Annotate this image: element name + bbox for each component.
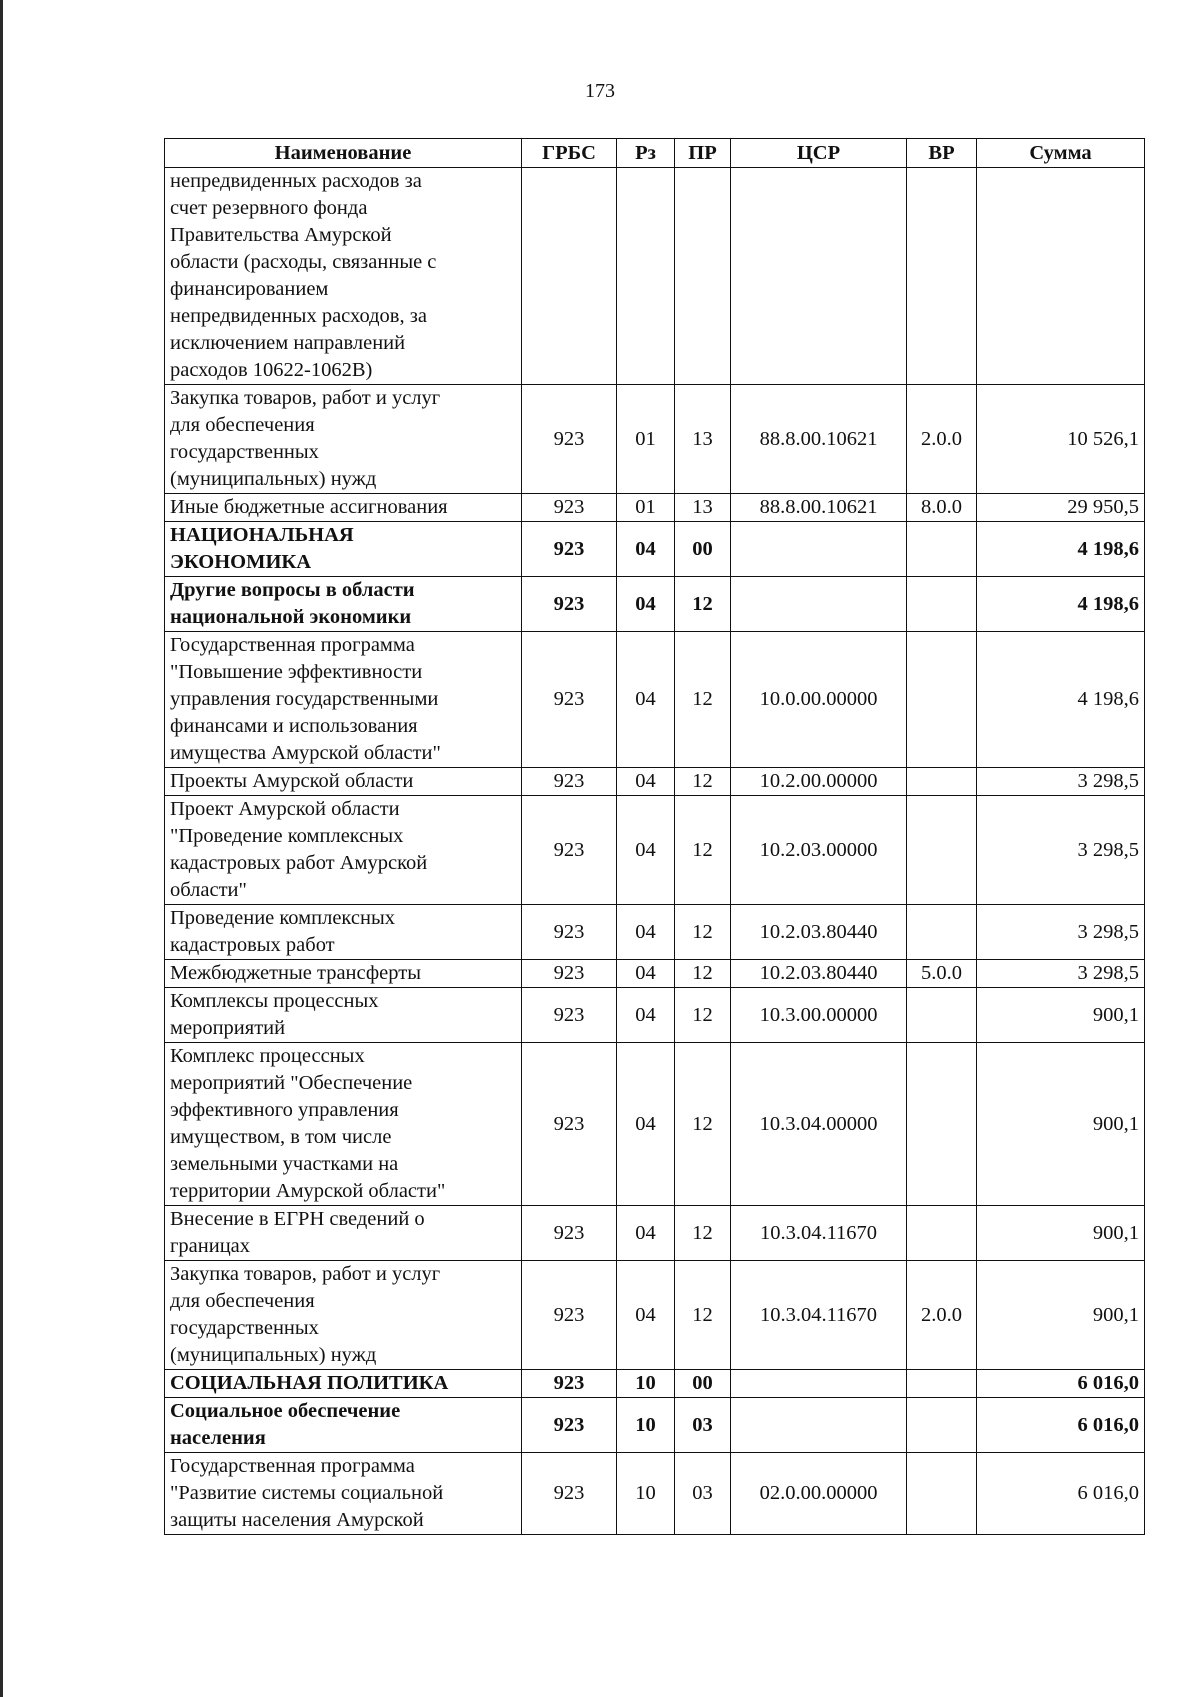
- page-number: 173: [585, 80, 615, 102]
- cell-rz: 04: [617, 522, 675, 577]
- cell-sum: 3 298,5: [977, 905, 1145, 960]
- cell-vr: [907, 1206, 977, 1261]
- cell-sum: 900,1: [977, 1261, 1145, 1370]
- cell-csr: 10.3.04.00000: [731, 1043, 907, 1206]
- cell-pr: 13: [675, 494, 731, 522]
- cell-csr: [731, 1398, 907, 1453]
- cell-pr: 12: [675, 577, 731, 632]
- cell-grbs: 923: [522, 988, 617, 1043]
- cell-grbs: 923: [522, 1206, 617, 1261]
- cell-sum: 4 198,6: [977, 522, 1145, 577]
- cell-pr: 12: [675, 1206, 731, 1261]
- cell-rz: 04: [617, 905, 675, 960]
- cell-name: непредвиденных расходов за счет резервного фонда Правительства Амурской области (расходы, связанные с финансированием непредвиденных расходов, за исключением направлений расходов 10622-1062В): [165, 168, 522, 385]
- table-row: [165, 522, 1145, 577]
- cell-csr: 10.2.03.80440: [731, 905, 907, 960]
- cell-name: Иные бюджетные ассигнования: [165, 494, 522, 522]
- cell-vr: [907, 632, 977, 768]
- table-row: [165, 577, 1145, 632]
- cell-vr: [907, 905, 977, 960]
- cell-vr: 8.0.0: [907, 494, 977, 522]
- cell-name: Комплексы процессных мероприятий: [165, 988, 522, 1043]
- cell-grbs: 923: [522, 768, 617, 796]
- budget-table: [164, 138, 1145, 1535]
- cell-sum: 3 298,5: [977, 768, 1145, 796]
- header-sum: Сумма: [977, 139, 1145, 168]
- cell-rz: [617, 168, 675, 385]
- cell-pr: 12: [675, 768, 731, 796]
- cell-csr: 88.8.00.10621: [731, 494, 907, 522]
- table-row: [165, 494, 1145, 522]
- cell-pr: [675, 168, 731, 385]
- cell-rz: 04: [617, 1206, 675, 1261]
- cell-grbs: 923: [522, 960, 617, 988]
- cell-rz: 04: [617, 632, 675, 768]
- header-vr: ВР: [907, 139, 977, 168]
- cell-vr: [907, 522, 977, 577]
- cell-pr: 03: [675, 1453, 731, 1535]
- cell-pr: 12: [675, 1261, 731, 1370]
- cell-pr: 03: [675, 1398, 731, 1453]
- cell-csr: 10.2.03.00000: [731, 796, 907, 905]
- cell-csr: [731, 168, 907, 385]
- cell-csr: 10.0.00.00000: [731, 632, 907, 768]
- cell-name: Государственная программа "Повышение эффективности управления государственными финансами и использования имущества Амурской области": [165, 632, 522, 768]
- cell-sum: [977, 168, 1145, 385]
- cell-sum: 4 198,6: [977, 577, 1145, 632]
- cell-grbs: 923: [522, 1370, 617, 1398]
- cell-grbs: 923: [522, 1261, 617, 1370]
- cell-pr: 13: [675, 385, 731, 494]
- cell-name: Межбюджетные трансферты: [165, 960, 522, 988]
- cell-vr: [907, 988, 977, 1043]
- cell-name: Комплекс процессных мероприятий "Обеспечение эффективного управления имуществом, в том числе земельными участками на территории Амурской области": [165, 1043, 522, 1206]
- cell-name: Закупка товаров, работ и услуг для обеспечения государственных (муниципальных) нужд: [165, 385, 522, 494]
- cell-vr: [907, 1453, 977, 1535]
- cell-sum: 3 298,5: [977, 960, 1145, 988]
- cell-grbs: 923: [522, 796, 617, 905]
- cell-pr: 00: [675, 522, 731, 577]
- table-row: [165, 796, 1145, 905]
- cell-rz: 01: [617, 385, 675, 494]
- cell-pr: 00: [675, 1370, 731, 1398]
- table-row: [165, 1206, 1145, 1261]
- cell-csr: 10.3.00.00000: [731, 988, 907, 1043]
- cell-name: Закупка товаров, работ и услуг для обеспечения государственных (муниципальных) нужд: [165, 1261, 522, 1370]
- cell-grbs: 923: [522, 577, 617, 632]
- cell-vr: [907, 1370, 977, 1398]
- table-header-row: [165, 139, 1145, 168]
- cell-pr: 12: [675, 632, 731, 768]
- cell-pr: 12: [675, 796, 731, 905]
- cell-sum: 29 950,5: [977, 494, 1145, 522]
- cell-sum: 3 298,5: [977, 796, 1145, 905]
- cell-rz: 10: [617, 1370, 675, 1398]
- cell-grbs: 923: [522, 385, 617, 494]
- cell-vr: [907, 1398, 977, 1453]
- cell-rz: 04: [617, 988, 675, 1043]
- cell-sum: 900,1: [977, 988, 1145, 1043]
- table-row: [165, 1261, 1145, 1370]
- table-row: [165, 1370, 1145, 1398]
- cell-vr: 2.0.0: [907, 1261, 977, 1370]
- cell-name: Государственная программа "Развитие системы социальной защиты населения Амурской: [165, 1453, 522, 1535]
- header-pr: ПР: [675, 139, 731, 168]
- cell-csr: [731, 577, 907, 632]
- table-row: [165, 1398, 1145, 1453]
- cell-csr: 88.8.00.10621: [731, 385, 907, 494]
- cell-name: Проведение комплексных кадастровых работ: [165, 905, 522, 960]
- table-row: [165, 1043, 1145, 1206]
- table-row: [165, 768, 1145, 796]
- cell-sum: 6 016,0: [977, 1398, 1145, 1453]
- cell-rz: 04: [617, 1043, 675, 1206]
- cell-csr: 10.2.00.00000: [731, 768, 907, 796]
- cell-grbs: [522, 168, 617, 385]
- cell-sum: 10 526,1: [977, 385, 1145, 494]
- cell-name: Внесение в ЕГРН сведений о границах: [165, 1206, 522, 1261]
- cell-vr: [907, 768, 977, 796]
- table-row: [165, 960, 1145, 988]
- cell-name: СОЦИАЛЬНАЯ ПОЛИТИКА: [165, 1370, 522, 1398]
- cell-csr: [731, 522, 907, 577]
- cell-sum: 900,1: [977, 1043, 1145, 1206]
- cell-vr: [907, 577, 977, 632]
- cell-grbs: 923: [522, 1398, 617, 1453]
- cell-name: Проект Амурской области "Проведение комплексных кадастровых работ Амурской области": [165, 796, 522, 905]
- table-row: [165, 1453, 1145, 1535]
- cell-rz: 04: [617, 796, 675, 905]
- cell-pr: 12: [675, 905, 731, 960]
- cell-vr: [907, 168, 977, 385]
- cell-csr: 10.3.04.11670: [731, 1261, 907, 1370]
- cell-pr: 12: [675, 1043, 731, 1206]
- cell-name: Проекты Амурской области: [165, 768, 522, 796]
- cell-rz: 01: [617, 494, 675, 522]
- cell-vr: 2.0.0: [907, 385, 977, 494]
- cell-rz: 10: [617, 1398, 675, 1453]
- table-row: [165, 632, 1145, 768]
- cell-name: НАЦИОНАЛЬНАЯ ЭКОНОМИКА: [165, 522, 522, 577]
- cell-grbs: 923: [522, 494, 617, 522]
- cell-grbs: 923: [522, 632, 617, 768]
- table-row: [165, 168, 1145, 385]
- cell-rz: 10: [617, 1453, 675, 1535]
- cell-sum: 6 016,0: [977, 1453, 1145, 1535]
- cell-csr: 10.3.04.11670: [731, 1206, 907, 1261]
- cell-vr: [907, 1043, 977, 1206]
- cell-sum: 6 016,0: [977, 1370, 1145, 1398]
- table-row: [165, 988, 1145, 1043]
- cell-rz: 04: [617, 768, 675, 796]
- cell-pr: 12: [675, 960, 731, 988]
- cell-rz: 04: [617, 960, 675, 988]
- table-row: [165, 905, 1145, 960]
- scan-edge: [0, 0, 3, 1697]
- cell-pr: 12: [675, 988, 731, 1043]
- cell-rz: 04: [617, 1261, 675, 1370]
- header-grbs: ГРБС: [522, 139, 617, 168]
- cell-name: Социальное обеспечение населения: [165, 1398, 522, 1453]
- cell-vr: [907, 796, 977, 905]
- cell-csr: [731, 1370, 907, 1398]
- cell-csr: 02.0.00.00000: [731, 1453, 907, 1535]
- cell-name: Другие вопросы в области национальной экономики: [165, 577, 522, 632]
- cell-grbs: 923: [522, 905, 617, 960]
- cell-vr: 5.0.0: [907, 960, 977, 988]
- table-row: [165, 385, 1145, 494]
- cell-csr: 10.2.03.80440: [731, 960, 907, 988]
- header-name: Наименование: [165, 139, 522, 168]
- cell-rz: 04: [617, 577, 675, 632]
- header-csr: ЦСР: [731, 139, 907, 168]
- cell-grbs: 923: [522, 1043, 617, 1206]
- header-rz: Рз: [617, 139, 675, 168]
- cell-grbs: 923: [522, 1453, 617, 1535]
- cell-grbs: 923: [522, 522, 617, 577]
- cell-sum: 900,1: [977, 1206, 1145, 1261]
- cell-sum: 4 198,6: [977, 632, 1145, 768]
- table-body: [165, 168, 1145, 1535]
